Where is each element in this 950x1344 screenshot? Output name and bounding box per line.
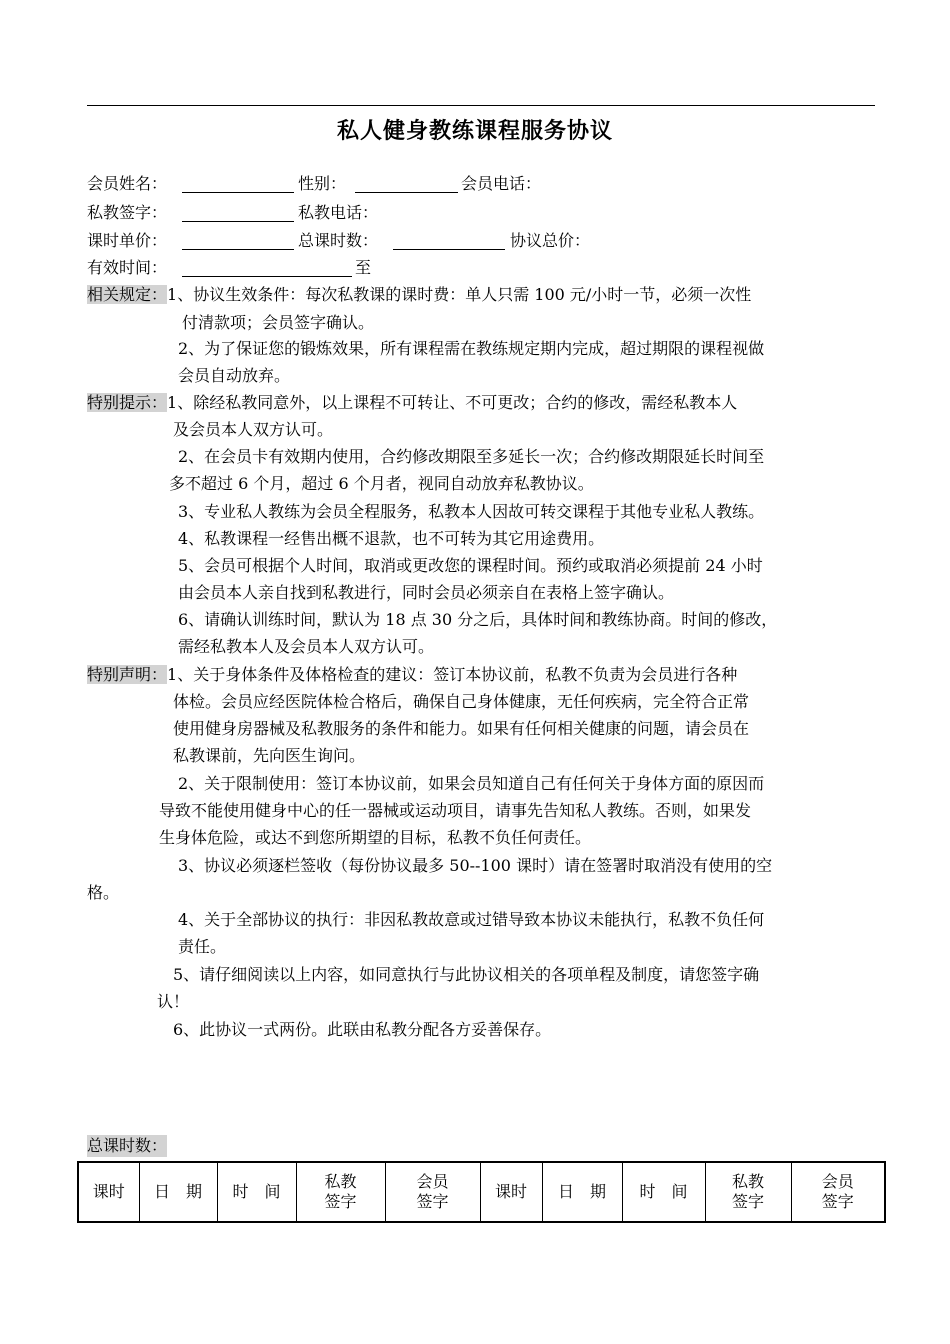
declaration-item-1-line-3: 使用健身房器械及私教服务的条件和能力。如果有任何相关健康的问题，请会员在 (173, 719, 750, 738)
header-time-2: 时 间 (622, 1162, 705, 1222)
declaration-item-3-line-1: 3、协议必须逐栏签收（每份协议最多 50--100 课时）请在签署时取消没有使用的空 (178, 856, 773, 875)
total-hours-blank[interactable] (393, 249, 505, 250)
rules-item-1-line-1: 1、协议生效条件：每次私教课的课时费：单人只需 100 元/小时一节，必须一次性 (167, 285, 752, 304)
trainer-sign-label: 私教签字： (87, 203, 168, 222)
tips-item-6-line-1: 6、请确认训练时间，默认为 18 点 30 分之后，具体时间和教练协商。时间的修改， (178, 610, 778, 629)
header-trainer-sign: 私教 签字 (296, 1162, 385, 1222)
header-date-2: 日 期 (542, 1162, 622, 1222)
valid-time-label: 有效时间： (87, 258, 168, 277)
header-rule (87, 105, 875, 106)
sign-table (77, 1161, 886, 1223)
declaration-item-2-line-2: 导致不能使用健身中心的任一器械或运动项目，请事先告知私人教练。否则，如果发 (159, 801, 752, 820)
declaration-item-1-line-1: 1、关于身体条件及体格检查的建议：签订本协议前，私教不负责为会员进行各种 (167, 665, 738, 684)
trainer-phone-label: 私教电话： (298, 203, 379, 222)
declaration-item-4-line-2: 责任。 (178, 937, 227, 956)
header-member-sign-2: 会员 签字 (791, 1162, 885, 1222)
declaration-item-3-line-2: 格。 (87, 883, 120, 902)
valid-to-text: 至 (355, 258, 372, 277)
total-price-label: 协议总价： (510, 231, 591, 250)
header-trainer-sign-2: 私教 签字 (705, 1162, 791, 1222)
total-hours-label: 总课时数： (298, 231, 379, 250)
tips-item-4: 4、私教课程一经售出概不退款，也不可转为其它用途费用。 (178, 529, 605, 548)
declaration-item-5-line-1: 5、请仔细阅读以上内容，如同意执行与此协议相关的各项单程及制度，请您签字确 (173, 965, 760, 984)
gender-blank[interactable] (355, 192, 458, 193)
tips-item-2-line-2: 多不超过 6 个月，超过 6 个月者，视同自动放弃私教协议。 (169, 474, 594, 493)
tips-item-2-line-1: 2、在会员卡有效期内使用，合约修改期限至多延长一次；合约修改期限延长时间至 (178, 447, 765, 466)
declaration-item-1-line-4: 私教课前，先向医生询问。 (173, 746, 366, 765)
tips-item-5-line-2: 由会员本人亲自找到私教进行，同时会员必须亲自在表格上签字确认。 (178, 583, 675, 602)
header-date: 日 期 (139, 1162, 217, 1222)
rules-label: 相关规定： (87, 285, 168, 304)
declaration-item-1-line-2: 体检。会员应经医院体检合格后，确保自己身体健康，无任何疾病，完全符合正常 (173, 692, 750, 711)
header-lesson: 课时 (78, 1162, 139, 1222)
unit-price-label: 课时单价： (87, 231, 168, 250)
member-phone-label: 会员电话： (461, 174, 542, 193)
rules-item-1-line-2: 付清款项；会员签字确认。 (182, 313, 375, 332)
declaration-item-2-line-1: 2、关于限制使用：签订本协议前，如果会员知道自己有任何关于身体方面的原因而 (178, 774, 765, 793)
tips-item-1-line-2: 及会员本人双方认可。 (173, 420, 334, 439)
tips-item-3: 3、专业私人教练为会员全程服务，私教本人因故可转交课程于其他专业私人教练。 (178, 502, 765, 521)
member-name-label: 会员姓名： (87, 174, 168, 193)
table-total-hours-label: 总课时数： (87, 1136, 168, 1155)
declaration-item-5-line-2: 认！ (157, 992, 190, 1011)
trainer-sign-blank[interactable] (182, 221, 294, 222)
declaration-item-4-line-1: 4、关于全部协议的执行：非因私教故意或过错导致本协议未能执行，私教不负任何 (178, 910, 765, 929)
declaration-label: 特别声明： (87, 665, 168, 684)
header-time: 时 间 (217, 1162, 296, 1222)
tips-item-1-line-1: 1、除经私教同意外，以上课程不可转让、不可更改；合约的修改，需经私教本人 (167, 393, 738, 412)
gender-label: 性别： (298, 174, 347, 193)
declaration-item-6: 6、此协议一式两份。此联由私教分配各方妥善保存。 (173, 1020, 552, 1039)
rules-item-2-line-1: 2、为了保证您的锻炼效果，所有课程需在教练规定期内完成，超过期限的课程视做 (178, 339, 765, 358)
tips-item-5-line-1: 5、会员可根据个人时间，取消或更改您的课程时间。预约或取消必须提前 24 小时 (178, 556, 763, 575)
unit-price-blank[interactable] (182, 249, 294, 250)
valid-time-blank[interactable] (182, 276, 352, 277)
tips-label: 特别提示： (87, 393, 168, 412)
document-title: 私人健身教练课程服务协议 (336, 119, 613, 144)
declaration-item-2-line-3: 生身体危险，或达不到您所期望的目标，私教不负任何责任。 (159, 828, 592, 847)
header-member-sign: 会员 签字 (385, 1162, 480, 1222)
rules-item-2-line-2: 会员自动放弃。 (178, 366, 291, 385)
member-name-blank[interactable] (182, 192, 294, 193)
tips-item-6-line-2: 需经私教本人及会员本人双方认可。 (178, 637, 435, 656)
header-lesson-2: 课时 (480, 1162, 542, 1222)
table-header-row (78, 1162, 885, 1222)
